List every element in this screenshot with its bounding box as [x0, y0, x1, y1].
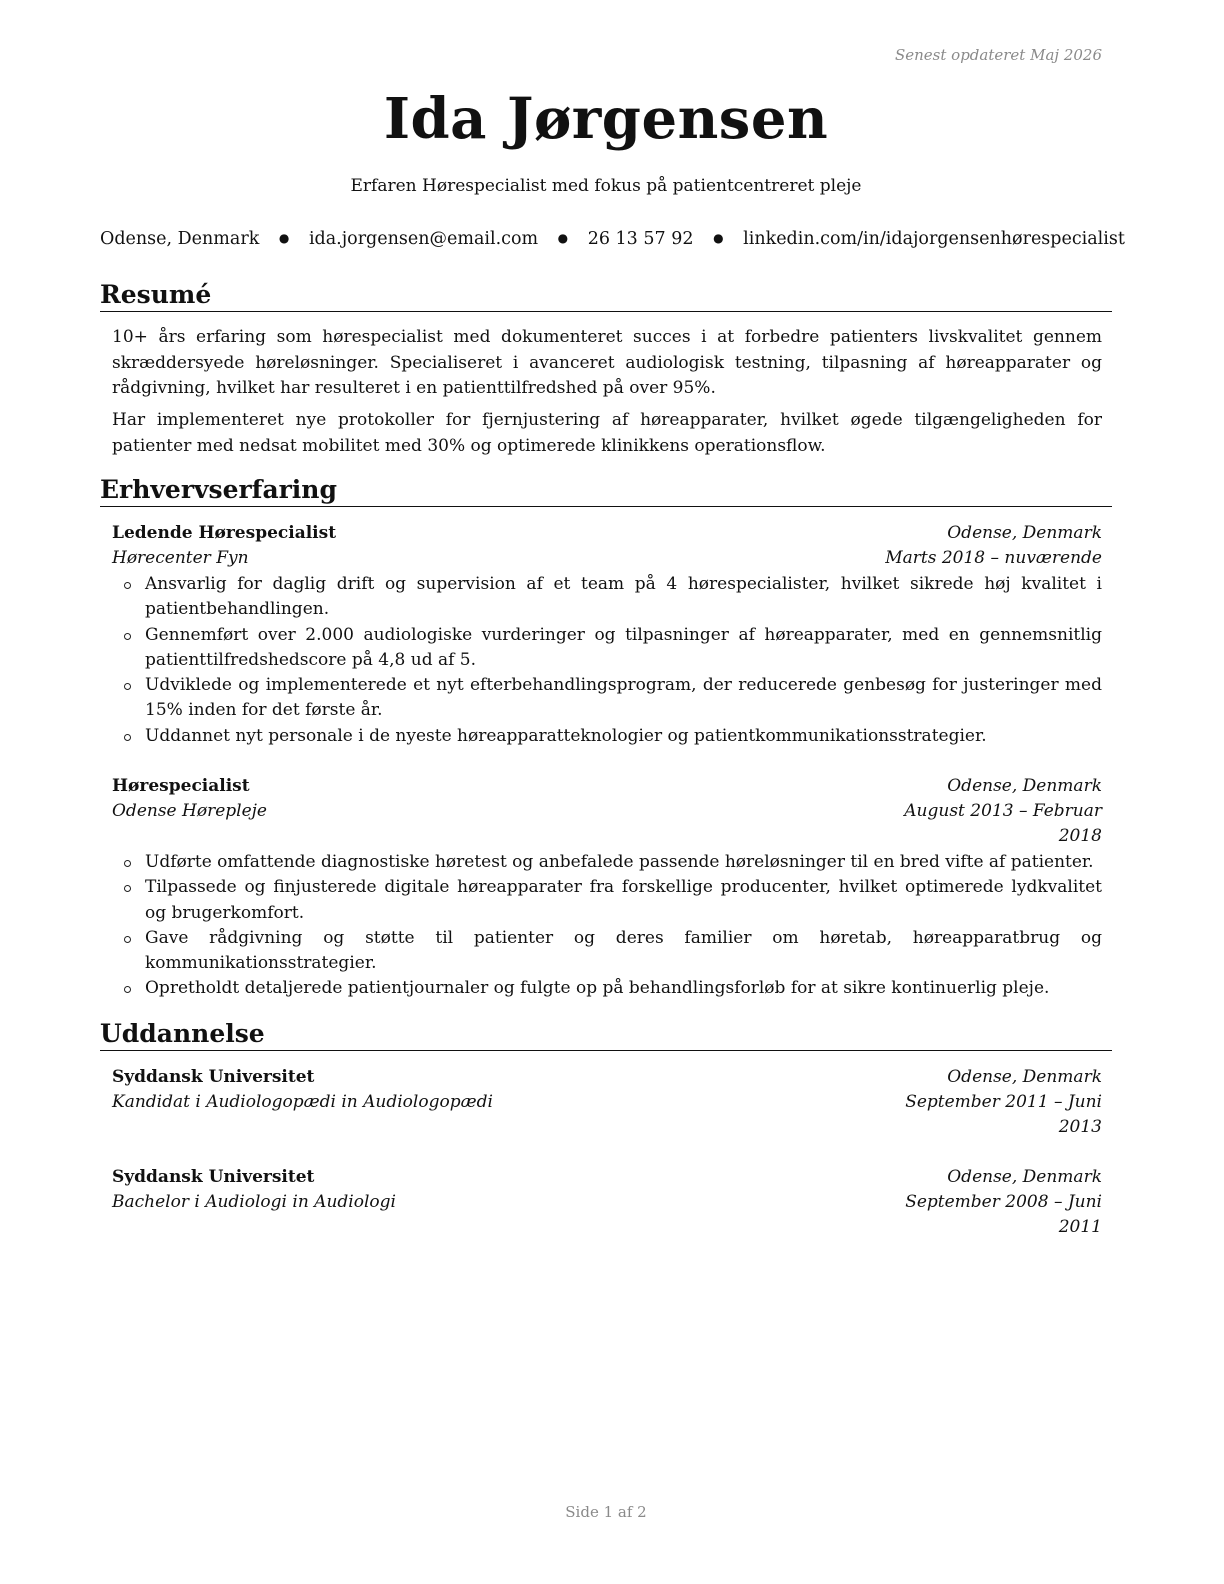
- job-title: Hørespecialist: [112, 776, 250, 796]
- section-title-education: Uddannelse: [100, 1019, 1112, 1051]
- list-item: Udviklede og implementerede et nyt efterbehandlingsprogram, der reducerede genbesøg for justeringer med 15% inden for det første år.: [112, 673, 1102, 724]
- job-subheader: [112, 546, 1102, 571]
- job-dates: Marts 2018 – nuværende: [885, 548, 1102, 568]
- job-company: Hørecenter Fyn: [112, 548, 249, 568]
- education-location: Odense, Denmark: [947, 1067, 1102, 1087]
- job-title: Ledende Hørespecialist: [112, 523, 337, 543]
- bullet-separator-icon: ●: [278, 231, 290, 245]
- contact-email[interactable]: ida.jorgensen@email.com: [308, 229, 539, 249]
- resume-page: [100, 0, 1125, 1584]
- job-header: [112, 521, 1102, 546]
- list-item: Udførte omfattende diagnostiske høretest og anbefalede passende høreløsninger til en bred vifte af patienter.: [112, 850, 1102, 875]
- last-updated: Senest opdateret Maj 2026: [894, 46, 1102, 64]
- contact-phone: 26 13 57 92: [587, 229, 694, 249]
- page-number: Side 1 af 2: [565, 1503, 647, 1521]
- job-company: Odense Hørepleje: [112, 801, 267, 821]
- bullet-separator-icon: ●: [713, 231, 724, 245]
- education-header: [112, 1165, 1102, 1190]
- list-item: Uddannet nyt personale i de nyeste høreapparatteknologier og patientkommunikationsstrategier.: [112, 724, 1102, 749]
- education-subheader: [112, 1090, 1102, 1140]
- job-location: Odense, Denmark: [947, 523, 1102, 543]
- education-subheader: [112, 1190, 1102, 1240]
- education-school: Syddansk Universitet: [112, 1067, 315, 1087]
- headline: Erfaren Hørespecialist med fokus på patientcentreret pleje: [350, 176, 862, 196]
- contact-linkedin[interactable]: linkedin.com/in/idajorgensenhørespecialist: [743, 229, 1125, 249]
- job-dates: August 2013 – Februar 2018: [904, 801, 1102, 846]
- job-header: [112, 774, 1102, 799]
- list-item: Opretholdt detaljerede patientjournaler og fulgte op på behandlingsforløb for at sikre kontinuerlig pleje.: [112, 976, 1102, 1001]
- contact-location: Odense, Denmark: [100, 229, 260, 249]
- contact-line: [100, 229, 1125, 249]
- job-location: Odense, Denmark: [947, 776, 1102, 796]
- summary-paragraph: Har implementeret nye protokoller for fjernjustering af høreapparater, hvilket øgede tilgængeligheden for patienter med nedsat mobilitet med 30% og optimerede klinikkens operationsflow.: [112, 410, 1102, 456]
- education-dates: September 2011 – Juni 2013: [905, 1092, 1102, 1137]
- job-subheader: [112, 799, 1102, 849]
- job-bullets: [112, 572, 1102, 749]
- list-item: Gennemført over 2.000 audiologiske vurderinger og tilpasninger af høreapparater, med en gennemsnitlig patienttilfredshedscore på 4,8 ud af 5.: [112, 623, 1102, 674]
- summary-paragraph: 10+ års erfaring som hørespecialist med dokumenteret succes i at forbedre patienters livskvalitet gennem skræddersyede høreløsninger. Specialiseret i avanceret audiologisk testning, tilpasning af høreapparater og rådgivning, hvilket har resulteret i en patienttilfredshed på over 95%.: [112, 327, 1102, 398]
- education-degree: Bachelor i Audiologi in Audiologi: [112, 1192, 396, 1212]
- candidate-name: Ida Jørgensen: [383, 86, 829, 152]
- section-title-experience: Erhvervserfaring: [100, 475, 1112, 507]
- bullet-separator-icon: ●: [557, 231, 569, 245]
- education-degree: Kandidat i Audiologopædi in Audiologopædi: [112, 1092, 493, 1112]
- list-item: Ansvarlig for daglig drift og supervision af et team på 4 hørespecialister, hvilket sikrede høj kvalitet i patientbehandlingen.: [112, 572, 1102, 623]
- education-location: Odense, Denmark: [947, 1167, 1102, 1187]
- section-title-summary: Resumé: [100, 280, 1112, 312]
- education-school: Syddansk Universitet: [112, 1167, 315, 1187]
- job-bullets: [112, 850, 1102, 1002]
- education-dates: September 2008 – Juni 2011: [905, 1192, 1102, 1237]
- list-item: Gave rådgivning og støtte til patienter og deres familier om høretab, høreapparatbrug og kommunikationsstrategier.: [112, 926, 1102, 977]
- list-item: Tilpassede og finjusterede digitale høreapparater fra forskellige producenter, hvilket optimerede lydkvalitet og brugerkomfort.: [112, 875, 1102, 926]
- education-header: [112, 1065, 1102, 1090]
